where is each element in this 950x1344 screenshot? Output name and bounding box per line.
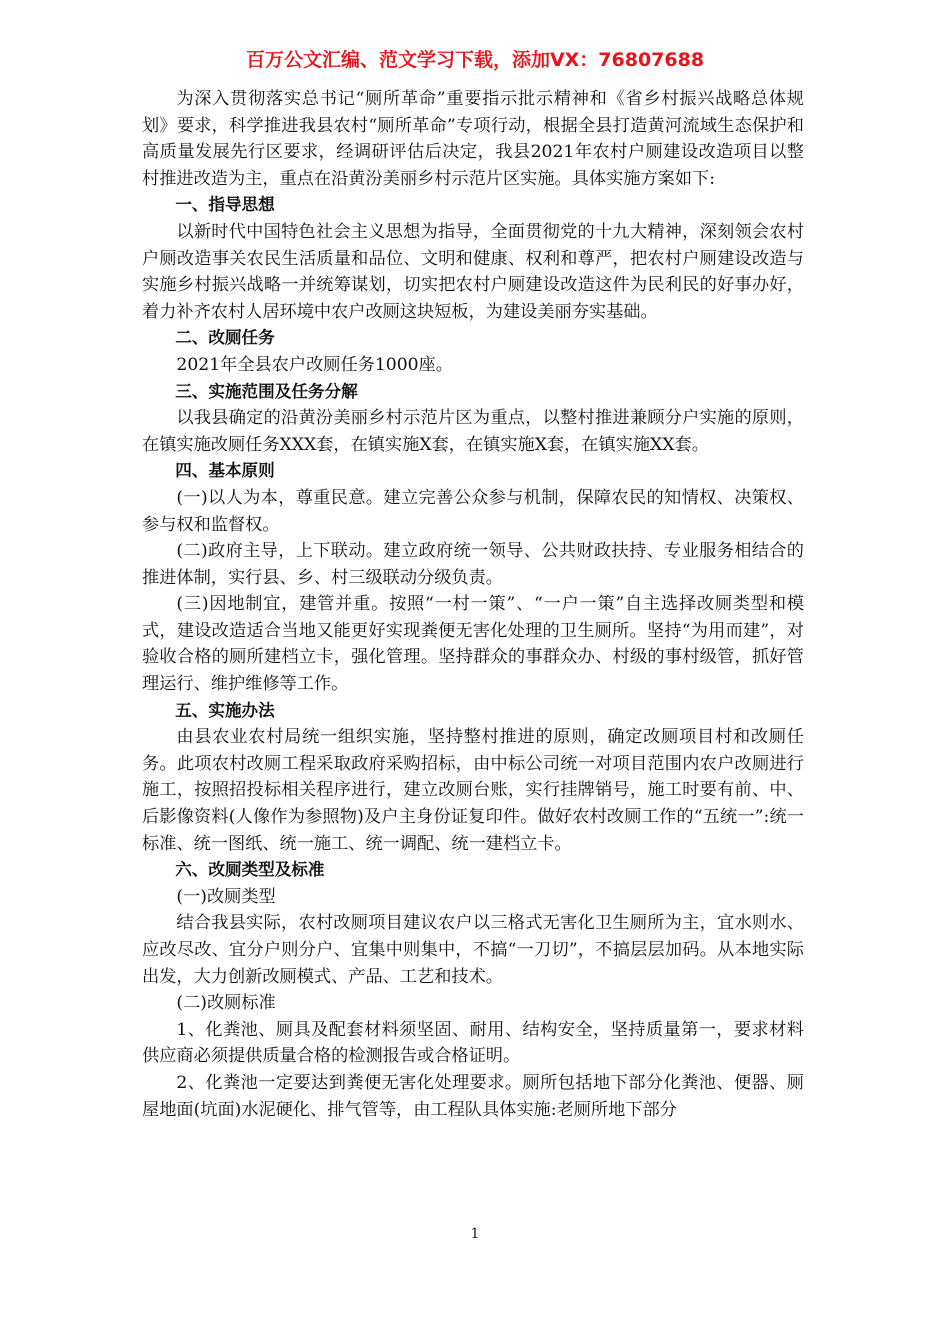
document-body	[142, 86, 804, 1123]
paragraph: (一)以人为本，尊重民意。建立完善公众参与机制，保障农民的知情权、决策权、参与权和监督权。	[142, 487, 804, 535]
paragraph: (二)政府主导，上下联动。建立政府统一领导、公共财政扶持、专业服务相结合的推进体制，实行县、乡、村三级联动分级负责。	[142, 541, 804, 588]
section-heading: 三、实施范围及任务分解	[175, 381, 358, 401]
subheading: (二)改厕标准	[176, 993, 276, 1014]
section-heading: 二、改厕任务	[175, 328, 275, 348]
paragraph: 结合我县实际，农村改厕项目建议农户以三格式无害化卫生厕所为主，宜水则水、应改尽改、宜分户则分户、宜集中则集中，不搞“一刀切”，不搞层层加码。从本地实际出发，大力创新改厕模式、产品、工艺和技术。	[142, 913, 804, 987]
section-heading: 五、实施办法	[175, 700, 275, 720]
section-heading: 六、改厕类型及标准	[175, 860, 325, 880]
paragraph: 2、化粪池一定要达到粪便无害化处理要求。厕所包括地下部分化粪池、便器、厕屋地面(坑面)水泥硬化、排气管等，由工程队具体实施:老厕所地下部分	[142, 1072, 804, 1120]
subheading: (一)改厕类型	[176, 886, 276, 907]
header-banner: 百万公文汇编、范文学习下载，添加VX：76807688	[245, 49, 705, 71]
paragraph: 以我县确定的沿黄汾美丽乡村示范片区为重点，以整村推进兼顾分户实施的原则，在镇实施改厕任务XXX套，在镇实施X套，在镇实施X套，在镇实施XX套。	[142, 408, 804, 455]
paragraph: 由县农业农村局统一组织实施，坚持整村推进的原则，确定改厕项目村和改厕任务。此项农村改厕工程采取政府采购招标，由中标公司统一对项目范围内农户改厕进行施工，按照招投标相关程序进行，建立改厕台账，实行挂牌销号，施工时要有前、中、后影像资料(人像作为参照物)及户主身份证复印件。做好农村改厕工作的“五统一”:统一标准、统一图纸、统一施工、统一调配、统一建档立卡。	[142, 727, 804, 854]
intro-paragraph: 为深入贯彻落实总书记“厕所革命”重要指示批示精神和《省乡村振兴战略总体规划》要求，科学推进我县农村“厕所革命”专项行动，根据全县打造黄河流域生态保护和高质量发展先行区要求，经调研评估后决定，我县2021年农村户厕建设改造项目以整村推进改造为主，重点在沿黄汾美丽乡村示范片区实施。具体实施方案如下:	[142, 89, 804, 189]
section-heading: 一、指导思想	[175, 195, 275, 215]
paragraph: 1、化粪池、厕具及配套材料须坚固、耐用、结构安全，坚持质量第一，要求材料供应商必须提供质量合格的检测报告或合格证明。	[142, 1019, 804, 1067]
page-number: 1	[470, 1226, 480, 1242]
section-heading: 四、基本原则	[175, 461, 275, 481]
paragraph: 以新时代中国特色社会主义思想为指导，全面贯彻党的十九大精神，深刻领会农村户厕改造事关农民生活质量和品位、文明和健康、权利和尊严，把农村户厕建设改造与实施乡村振兴战略一并统筹谋划，切实把农村户厕建设改造这件为民利民的好事办好，着力补齐农村人居环境中农户改厕这块短板，为建设美丽夯实基础。	[142, 221, 804, 322]
paragraph: (三)因地制宜，建管并重。按照“一村一策”、“一户一策”自主选择改厕类型和模式，建设改造适合当地又能更好实现粪便无害化处理的卫生厕所。坚持“为用而建”，对验收合格的厕所建档立卡，强化管理。坚持群众的事群众办、村级的事村级管，抓好管理运行、维护维修等工作。	[142, 594, 804, 695]
paragraph: 2021年全县农户改厕任务1000座。	[176, 354, 453, 375]
